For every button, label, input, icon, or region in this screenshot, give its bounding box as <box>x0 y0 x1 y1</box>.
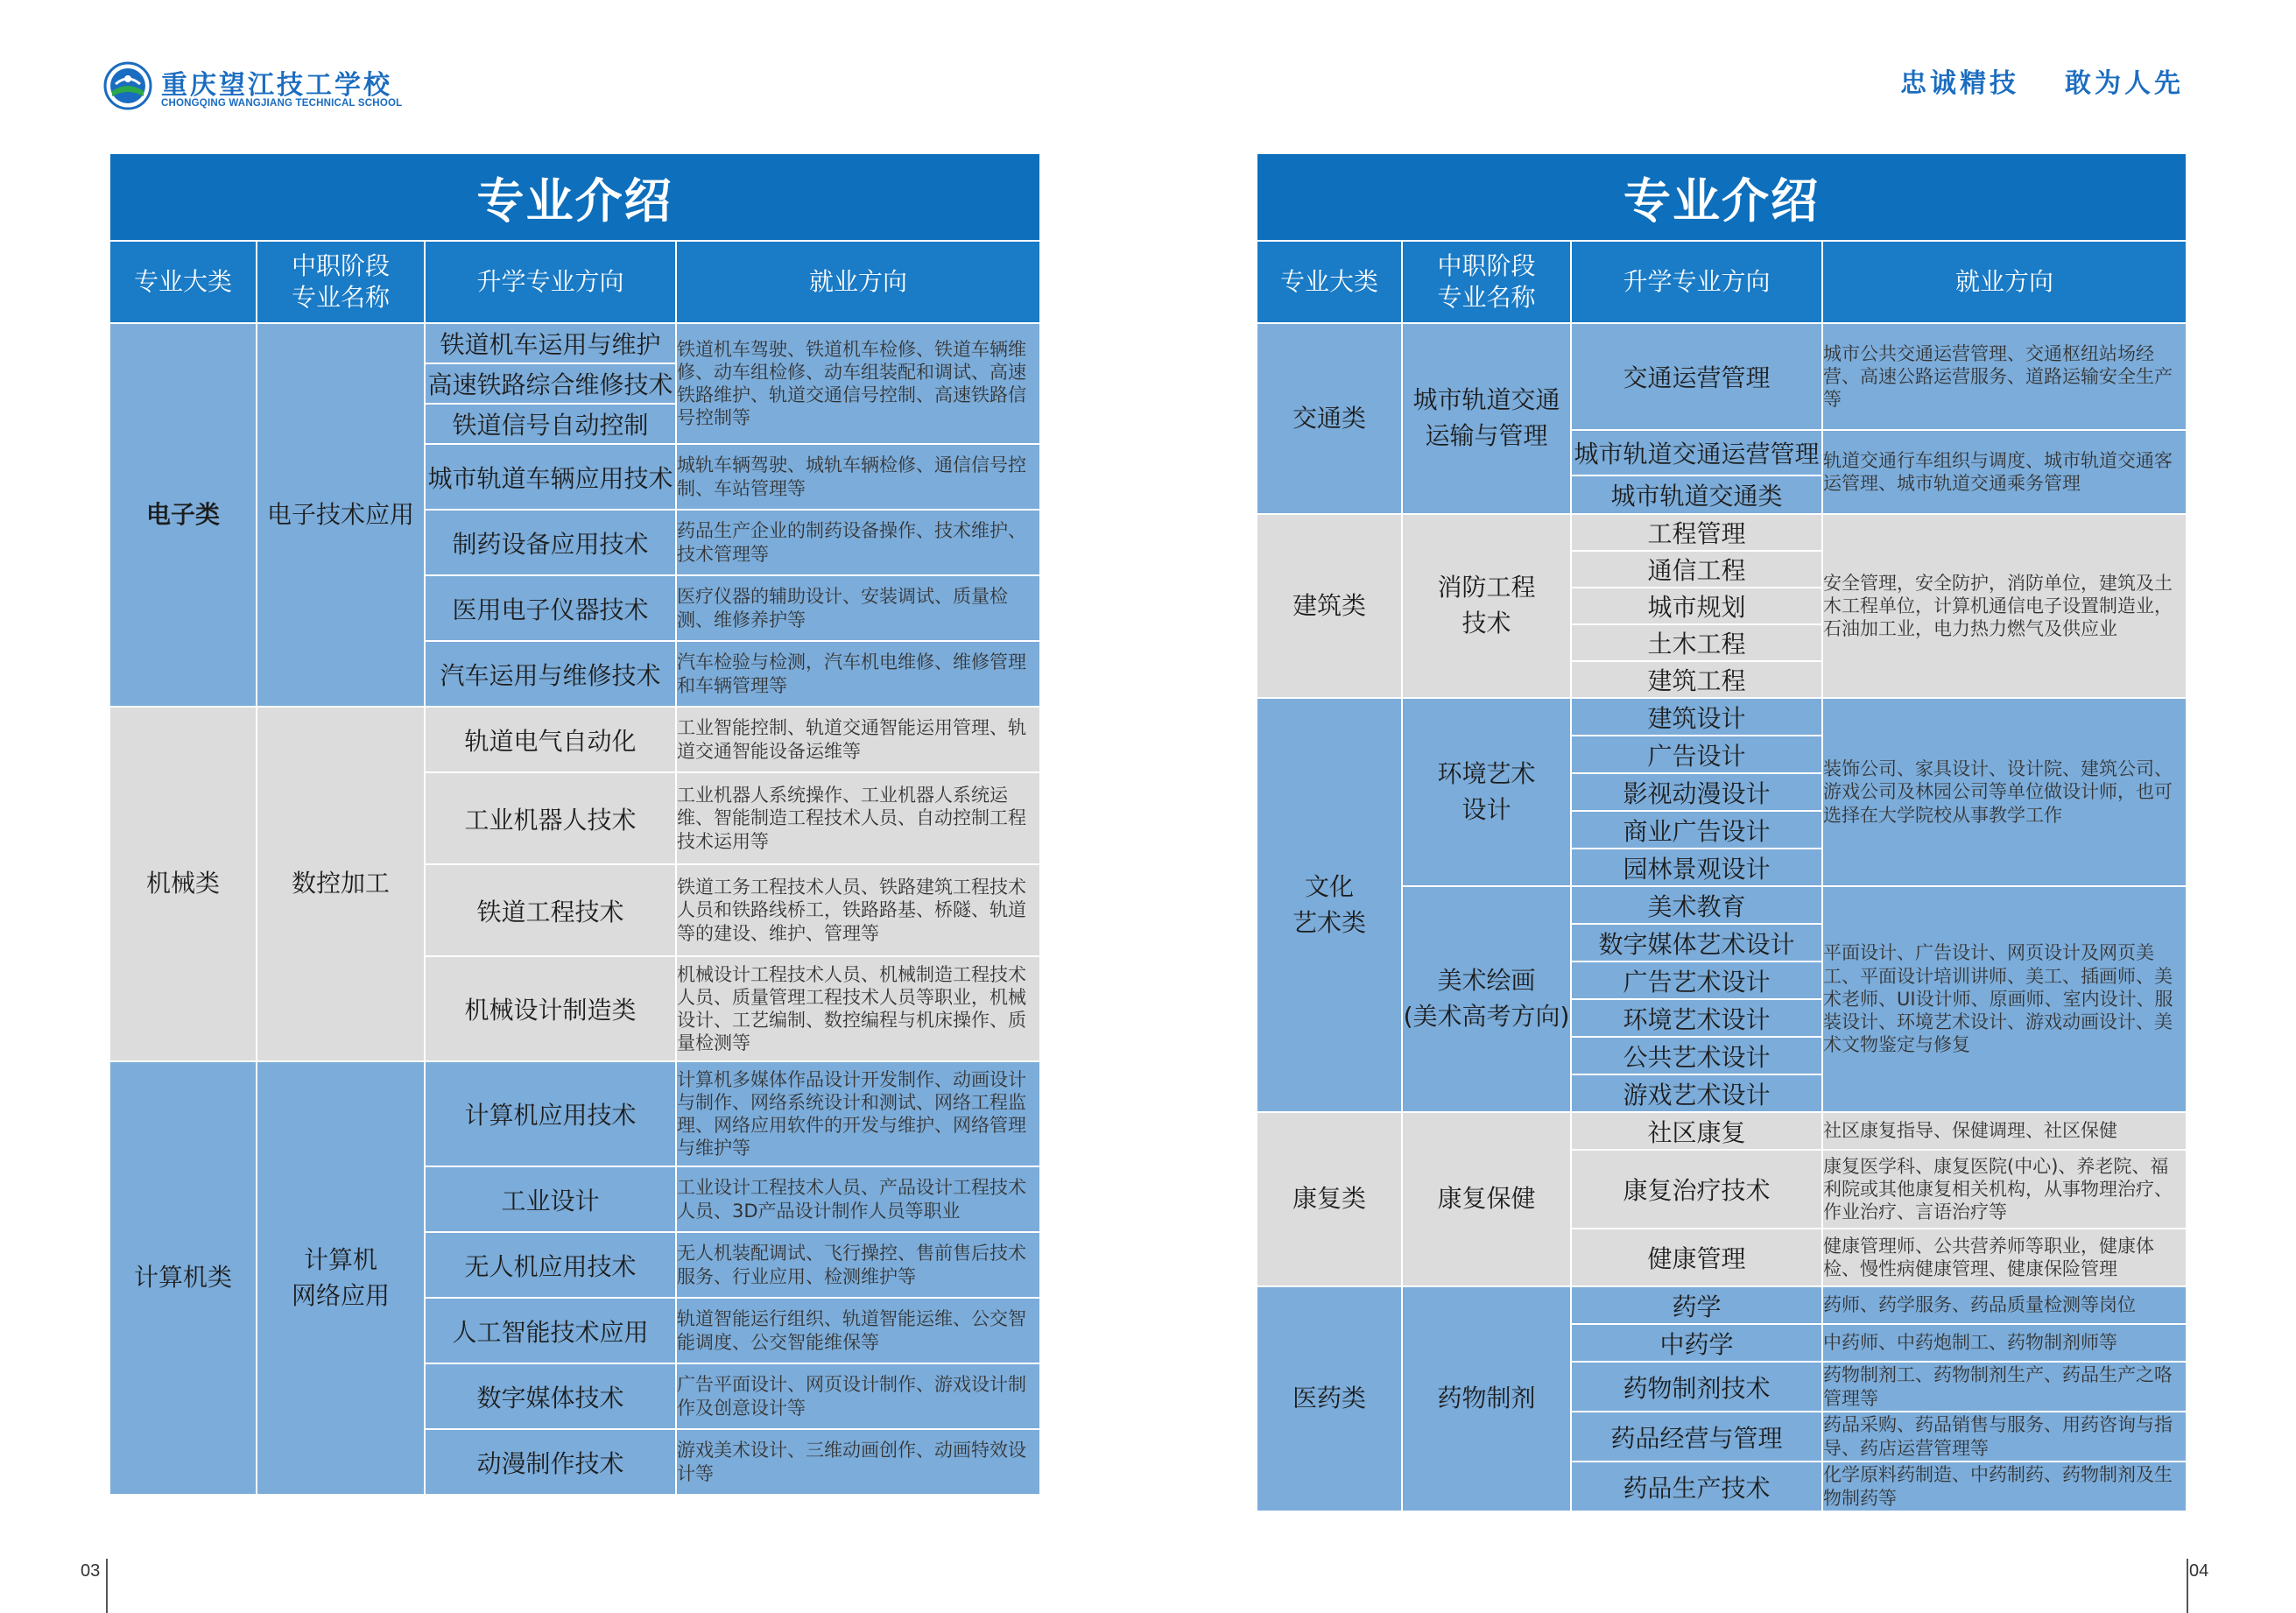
direction-cell: 工程管理 <box>1571 514 1822 551</box>
header-direction: 升学专业方向 <box>425 241 676 323</box>
jobs-cell: 化学原料药制造、中药制药、药物制剂及生物制药等 <box>1822 1462 2187 1511</box>
jobs-cell: 铁道工务工程技术人员、铁路建筑工程技术人员和铁路线桥工，铁路路基、桥隧、轨道等的建设、维护、管理等 <box>676 864 1040 956</box>
direction-cell: 数字媒体艺术设计 <box>1571 924 1822 961</box>
direction-cell: 建筑设计 <box>1571 698 1822 736</box>
left-page <box>109 152 1039 1496</box>
major-line2: 技术 <box>1461 609 1511 637</box>
school-name: 重庆望江技工学校 <box>161 70 392 101</box>
jobs-cell: 工业智能控制、轨道交通智能运用管理、轨道交通智能设备运维等 <box>676 707 1040 772</box>
major-cell: 康复保健 <box>1402 1112 1571 1286</box>
jobs-cell: 汽车检验与检测，汽车机电维修、维修管理和车辆管理等 <box>676 641 1040 707</box>
direction-cell: 园林景观设计 <box>1571 849 1822 886</box>
direction-cell: 广告设计 <box>1571 736 1822 773</box>
jobs-cell: 中药师、中药炮制工、药物制剂师等 <box>1822 1324 2187 1362</box>
jobs-cell: 轨道交通行车组织与调度、城市轨道交通客运管理、城市轨道交通乘务管理 <box>1822 430 2187 514</box>
header-jobs: 就业方向 <box>1822 241 2187 323</box>
direction-cell: 城市轨道交通运营管理 <box>1571 430 1822 475</box>
header-category: 专业大类 <box>109 241 257 323</box>
page-number-right: 04 <box>2189 1561 2209 1581</box>
header-major <box>257 241 425 323</box>
direction-cell: 铁道机车运用与维护 <box>425 323 676 363</box>
jobs-cell: 平面设计、广告设计、网页设计及网页美工、平面设计培训讲师、美工、插画师、美术老师、UI设计师、原画师、室内设计、服装设计、环境艺术设计、游戏动画设计、美术文物鉴定与修复 <box>1822 886 2187 1112</box>
jobs-cell: 康复医学科、康复医院(中心)、养老院、福利院或其他康复相关机构，从事物理治疗、作业治疗、言语治疗等 <box>1822 1150 2187 1229</box>
jobs-cell: 计算机多媒体作品设计开发制作、动画设计与制作、网络系统设计和测试、网络工程监理、网络应用软件的开发与维护、网络管理与维护等 <box>676 1061 1040 1166</box>
category-cell: 计算机类 <box>109 1061 257 1495</box>
category-cell: 康复类 <box>1257 1112 1402 1286</box>
major-line1: 计算机 <box>303 1244 377 1274</box>
direction-cell: 高速铁路综合维修技术 <box>425 363 676 404</box>
school-motto <box>1900 61 2184 100</box>
direction-cell: 药物制剂技术 <box>1571 1362 1822 1412</box>
jobs-cell: 药品生产企业的制药设备操作、技术维护、技术管理等 <box>676 510 1040 575</box>
page-number-left: 03 <box>81 1561 101 1581</box>
category-cell <box>1257 698 1402 1112</box>
header-major-line2: 专业名称 <box>291 283 390 312</box>
direction-cell: 药学 <box>1571 1286 1822 1324</box>
direction-cell: 工业机器人技术 <box>425 772 676 864</box>
jobs-cell: 医疗仪器的辅助设计、安装调试、质量检测、维修养护等 <box>676 575 1040 641</box>
jobs-cell: 药品采购、药品销售与服务、用药咨询与指导、药店运营管理等 <box>1822 1412 2187 1462</box>
direction-cell: 中药学 <box>1571 1324 1822 1362</box>
direction-cell: 人工智能技术应用 <box>425 1298 676 1363</box>
direction-cell: 制药设备应用技术 <box>425 510 676 575</box>
major-cell <box>1402 514 1571 698</box>
jobs-cell: 轨道智能运行组织、轨道智能运维、公交智能调度、公交智能维保等 <box>676 1298 1040 1363</box>
major-line1: 消防工程 <box>1437 573 1536 602</box>
direction-cell: 数字媒体技术 <box>425 1363 676 1429</box>
direction-cell: 城市轨道车辆应用技术 <box>425 444 676 510</box>
jobs-cell: 机械设计工程技术人员、机械制造工程技术人员、质量管理工程技术人员等职业，机械设计、工艺编制、数控编程与机床操作、质量检测等 <box>676 956 1040 1061</box>
school-name-en: CHONGQING WANGJIANG TECHNICAL SCHOOL <box>161 98 403 109</box>
jobs-cell: 工业机器人系统操作、工业机器人系统运维、智能制造工程技术人员、自动控制工程技术运用等 <box>676 772 1040 864</box>
direction-cell: 通信工程 <box>1571 551 1822 588</box>
jobs-cell: 铁道机车驾驶、铁道机车检修、铁道车辆维修、动车组检修、动车组装配和调试、高速铁路维护、轨道交通信号控制、高速铁路信号控制等 <box>676 323 1040 444</box>
right-page <box>1256 152 2186 1512</box>
direction-cell: 游戏艺术设计 <box>1571 1074 1822 1112</box>
direction-cell: 工业设计 <box>425 1166 676 1232</box>
jobs-cell: 药师、药学服务、药品质量检测等岗位 <box>1822 1286 2187 1324</box>
jobs-cell: 安全管理，安全防护，消防单位，建筑及土木工程单位，计算机通信电子设置制造业，石油加工业，电力热力燃气及供应业 <box>1822 514 2187 698</box>
direction-cell: 药品生产技术 <box>1571 1462 1822 1511</box>
direction-cell: 医用电子仪器技术 <box>425 575 676 641</box>
major-line2: (美术高考方向) <box>1403 1002 1570 1031</box>
major-cell <box>1402 886 1571 1112</box>
direction-cell: 机械设计制造类 <box>425 956 676 1061</box>
direction-cell: 土木工程 <box>1571 624 1822 661</box>
major-line1: 城市轨道交通 <box>1412 385 1560 415</box>
direction-cell: 轨道电气自动化 <box>425 707 676 772</box>
major-line2: 网络应用 <box>291 1280 390 1310</box>
major-line2: 设计 <box>1461 794 1511 824</box>
major-cell <box>1402 698 1571 886</box>
direction-cell: 城市轨道交通类 <box>1571 475 1822 514</box>
major-cell: 数控加工 <box>257 707 425 1061</box>
motto-part-2: 敢为人先 <box>2065 68 2184 99</box>
table-title: 专业介绍 <box>109 153 1040 241</box>
category-line1: 文化 <box>1304 871 1354 901</box>
jobs-cell: 游戏美术设计、三维动画创作、动画特效设计等 <box>676 1429 1040 1495</box>
category-line2: 艺术类 <box>1292 907 1366 937</box>
jobs-cell: 工业设计工程技术人员、产品设计工程技术人员、3D产品设计制作人员等职业 <box>676 1166 1040 1232</box>
major-line1: 美术绘画 <box>1437 966 1536 996</box>
direction-cell: 美术教育 <box>1571 886 1822 924</box>
major-cell: 电子技术应用 <box>257 323 425 707</box>
direction-cell: 社区康复 <box>1571 1112 1822 1150</box>
direction-cell: 计算机应用技术 <box>425 1061 676 1166</box>
motto-part-1: 忠诚精技 <box>1900 68 2019 99</box>
jobs-cell: 城市公共交通运营管理、交通枢纽站场经营、高速公路运营服务、道路运输安全生产等 <box>1822 323 2187 430</box>
direction-cell: 汽车运用与维修技术 <box>425 641 676 707</box>
jobs-cell: 装饰公司、家具设计、设计院、建筑公司、游戏公司及林园公司等单位做设计师，也可选择在大学院校从事教学工作 <box>1822 698 2187 886</box>
direction-cell: 环境艺术设计 <box>1571 999 1822 1037</box>
direction-cell: 无人机应用技术 <box>425 1232 676 1298</box>
jobs-cell: 无人机装配调试、飞行操控、售前售后技术服务、行业应用、检测维护等 <box>676 1232 1040 1298</box>
direction-cell: 商业广告设计 <box>1571 811 1822 849</box>
direction-cell: 建筑工程 <box>1571 661 1822 698</box>
major-cell: 药物制剂 <box>1402 1286 1571 1511</box>
direction-cell: 影视动漫设计 <box>1571 773 1822 811</box>
direction-cell: 交通运营管理 <box>1571 323 1822 430</box>
direction-cell: 药品经营与管理 <box>1571 1412 1822 1462</box>
category-cell: 建筑类 <box>1257 514 1402 698</box>
header-major-line1: 中职阶段 <box>291 250 390 280</box>
jobs-cell: 广告平面设计、网页设计制作、游戏设计制作及创意设计等 <box>676 1363 1040 1429</box>
header-major-line2: 专业名称 <box>1437 283 1536 312</box>
header-category: 专业大类 <box>1257 241 1402 323</box>
jobs-cell: 健康管理师、公共营养师等职业，健康体检、慢性病健康管理、健康保险管理 <box>1822 1229 2187 1286</box>
direction-cell: 公共艺术设计 <box>1571 1037 1822 1074</box>
direction-cell: 广告艺术设计 <box>1571 961 1822 999</box>
page-divider-right <box>2187 1559 2188 1613</box>
direction-cell: 铁道信号自动控制 <box>425 404 676 444</box>
major-line2: 运输与管理 <box>1425 421 1548 450</box>
school-seal-icon <box>103 61 152 110</box>
header-major-line1: 中职阶段 <box>1437 250 1536 280</box>
category-cell: 医药类 <box>1257 1286 1402 1511</box>
header-jobs: 就业方向 <box>676 241 1040 323</box>
category-cell: 电子类 <box>109 323 257 707</box>
jobs-cell: 城轨车辆驾驶、城轨车辆检修、通信信号控制、车站管理等 <box>676 444 1040 510</box>
jobs-cell: 药物制剂工、药物制剂生产、药品生产之咯管理等 <box>1822 1362 2187 1412</box>
major-cell <box>1402 323 1571 514</box>
page-divider-left <box>106 1559 108 1613</box>
majors-table-left <box>109 152 1041 1496</box>
direction-cell: 城市规划 <box>1571 588 1822 624</box>
category-cell: 交通类 <box>1257 323 1402 514</box>
header-major <box>1402 241 1571 323</box>
major-cell <box>257 1061 425 1495</box>
direction-cell: 康复治疗技术 <box>1571 1150 1822 1229</box>
direction-cell: 铁道工程技术 <box>425 864 676 956</box>
category-cell: 机械类 <box>109 707 257 1061</box>
jobs-cell: 社区康复指导、保健调理、社区保健 <box>1822 1112 2187 1150</box>
major-line1: 环境艺术 <box>1437 758 1536 788</box>
header-direction: 升学专业方向 <box>1571 241 1822 323</box>
direction-cell: 动漫制作技术 <box>425 1429 676 1495</box>
majors-table-right <box>1256 152 2187 1512</box>
direction-cell: 健康管理 <box>1571 1229 1822 1286</box>
table-title: 专业介绍 <box>1257 153 2187 241</box>
